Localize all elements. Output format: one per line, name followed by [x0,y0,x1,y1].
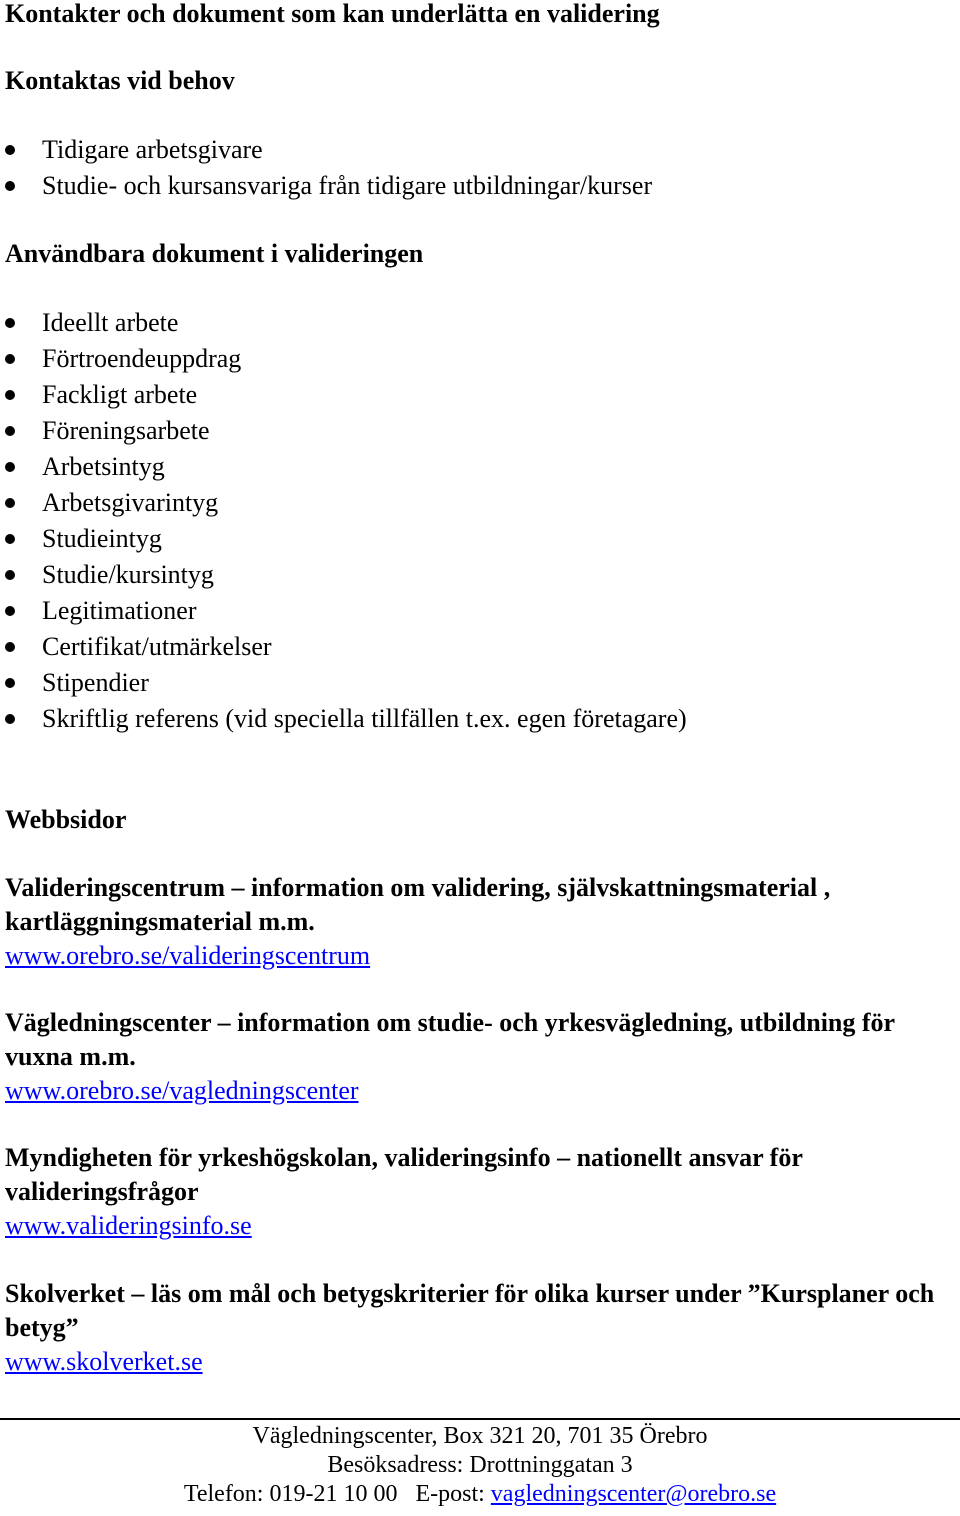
list-item-text: Ideellt arbete [42,308,179,337]
bullet-icon [5,570,15,580]
list-item [0,377,687,413]
list-item [0,701,687,737]
bullet-icon [5,534,15,544]
footer-address: Vägledningscenter, Box 321 20, 701 35 Örebro [252,1423,708,1449]
website-entry-vagledningscenter [5,1006,955,1108]
footer-visit-address: Besöksadress: Drottninggatan 3 [327,1452,633,1478]
bullet-icon [5,181,15,191]
list-item [0,665,687,701]
website-description: Valideringscentrum – information om validering, självskattningsmaterial , kartläggningsmaterial m.m. [5,873,831,936]
bullet-icon [5,678,15,688]
list-item-text: Arbetsintyg [42,452,165,481]
website-link[interactable]: www.orebro.se/valideringscentrum [5,941,371,970]
list-item [0,449,687,485]
contacts-list [0,132,652,204]
website-description: Skolverket – läs om mål och betygskriterier för olika kurser under ”Kursplaner och betyg” [5,1279,935,1342]
documents-list [0,305,687,737]
bullet-icon [5,462,15,472]
website-description: Myndigheten för yrkeshögskolan, valideringsinfo – nationellt ansvar för valideringsfrågor [5,1143,803,1206]
list-item-text: Skriftlig referens (vid speciella tillfällen t.ex. egen företagare) [42,704,687,733]
list-item-text: Föreningsarbete [42,416,210,445]
page-title: Kontakter och dokument som kan underlätta en validering [5,0,660,28]
bullet-icon [5,390,15,400]
list-item-text: Studieintyg [42,524,162,553]
website-link[interactable]: www.valideringsinfo.se [5,1211,252,1240]
list-item-text: Certifikat/utmärkelser [42,632,272,661]
list-item [0,341,687,377]
list-item-text: Arbetsgivarintyg [42,488,219,517]
bullet-icon [5,642,15,652]
list-item-text: Fackligt arbete [42,380,198,409]
website-entry-valideringscentrum [5,871,955,973]
list-item [0,521,687,557]
footer-email-label: E-post: [415,1481,485,1507]
bullet-icon [5,354,15,364]
list-item [0,413,687,449]
list-item-text: Studie- och kursansvariga från tidigare utbildningar/kurser [42,171,653,200]
website-entry-valideringsinfo [5,1141,955,1243]
bullet-icon [5,606,15,616]
list-item [0,132,652,168]
footer [0,1422,960,1509]
footer-contact-line [0,1480,960,1509]
list-item [0,557,687,593]
footer-phone: Telefon: 019-21 10 00 [183,1481,398,1507]
list-item [0,593,687,629]
list-item-text: Stipendier [42,668,149,697]
footer-email-link[interactable]: vagledningscenter@orebro.se [490,1481,777,1507]
documents-heading: Användbara dokument i valideringen [5,239,424,268]
bullet-icon [5,318,15,328]
list-item [0,305,687,341]
website-description: Vägledningscenter – information om studie- och yrkesvägledning, utbildning för vuxna m.m. [5,1008,895,1071]
footer-divider [0,1418,960,1420]
list-item [0,629,687,665]
list-item-text: Studie/kursintyg [42,560,214,589]
contacts-heading: Kontaktas vid behov [5,66,235,95]
website-entry-skolverket [5,1277,955,1379]
list-item-text: Tidigare arbetsgivare [42,135,263,164]
list-item-text: Förtroendeuppdrag [42,344,242,373]
bullet-icon [5,498,15,508]
list-item [0,485,687,521]
websites-heading: Webbsidor [5,805,127,834]
list-item [0,168,652,204]
list-item-text: Legitimationer [42,596,197,625]
bullet-icon [5,714,15,724]
website-link[interactable]: www.orebro.se/vagledningscenter [5,1076,359,1105]
bullet-icon [5,145,15,155]
bullet-icon [5,426,15,436]
website-link[interactable]: www.skolverket.se [5,1347,203,1376]
